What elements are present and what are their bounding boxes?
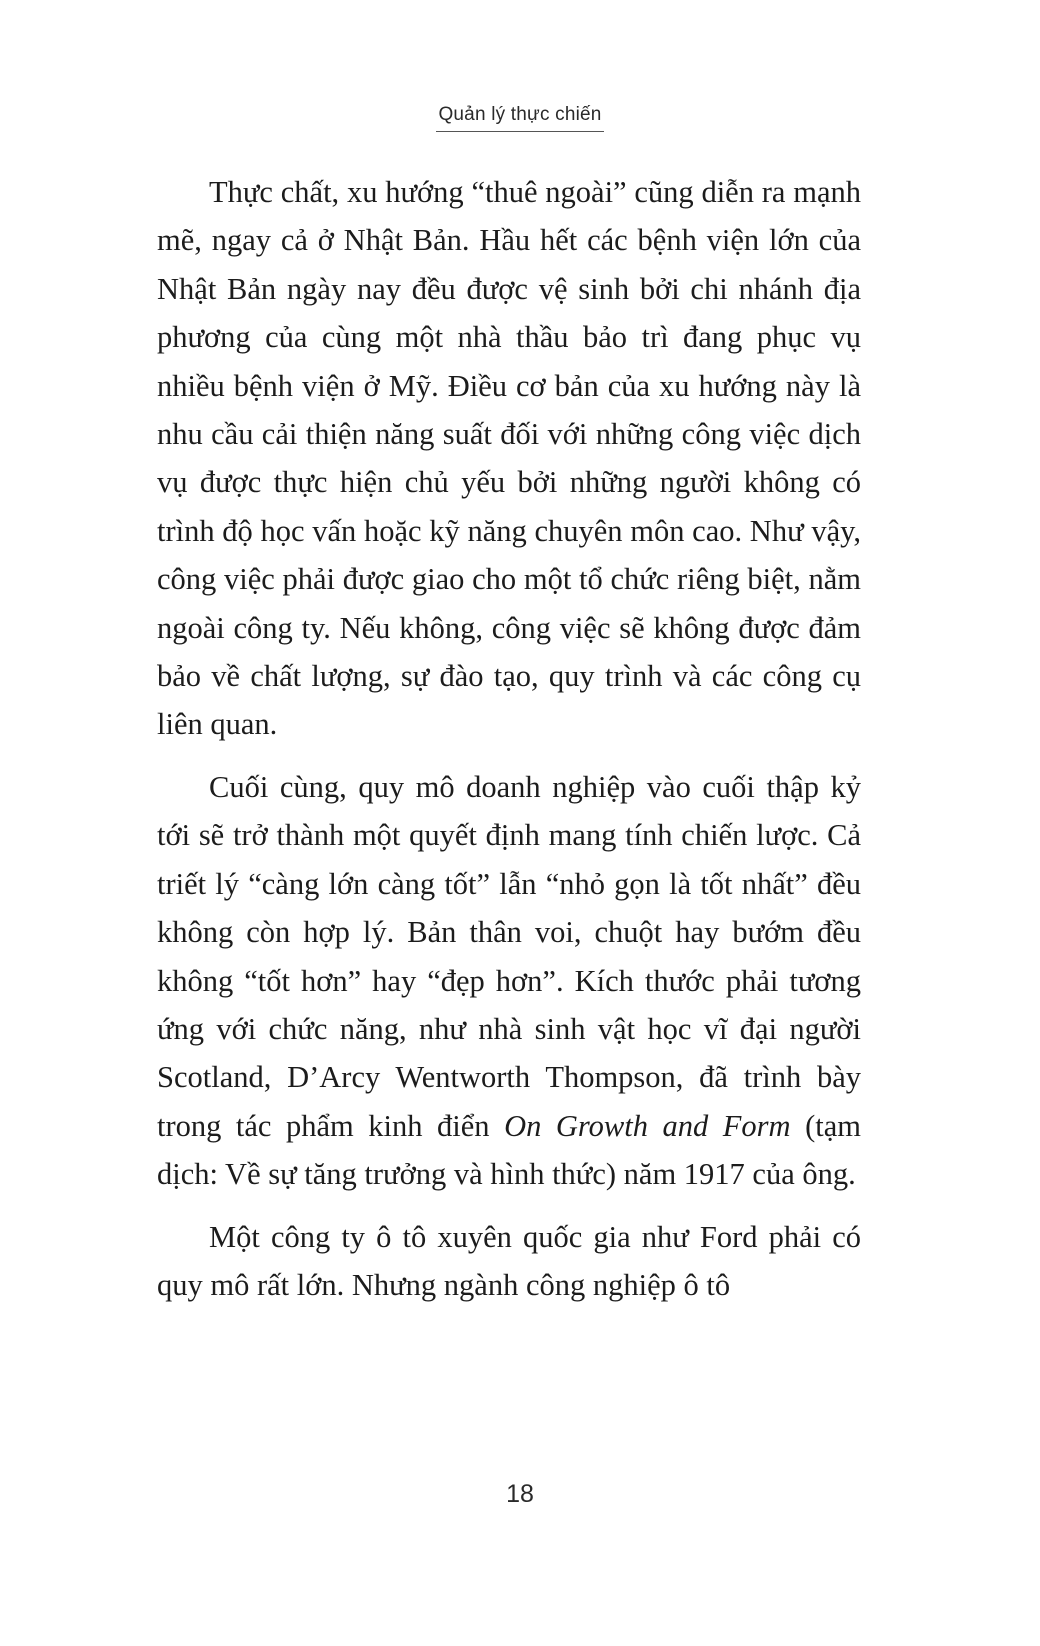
- paragraph-text-after-title: (tạm dịch: Về sự tăng trưởng và hình thức) năm 1917 của ông.: [157, 1108, 861, 1192]
- body-text: [157, 168, 861, 1323]
- running-header: [0, 104, 1040, 132]
- paragraph-text-before-title: Cuối cùng, quy mô doanh nghiệp vào cuối thập kỷ tới sẽ trở thành một quyết định mang tính chiến lược. Cả triết lý “càng lớn càng tốt” lẫn “nhỏ gọn là tốt nhất” đều không còn hợp lý. Bản thân voi, chuột hay bướm đều không “tốt hơn” hay “đẹp hơn”. Kích thước phải tương ứng với chức năng, như nhà sinh vật học vĩ đại người Scotland, D’Arcy Wentworth Thompson, đã trình bày trong tác phẩm kinh điển: [157, 769, 861, 1143]
- running-title: Quản lý thực chiến: [436, 104, 603, 132]
- paragraph-outsourcing: Thực chất, xu hướng “thuê ngoài” cũng diễn ra mạnh mẽ, ngay cả ở Nhật Bản. Hầu hết các bệnh viện lớn của Nhật Bản ngày nay đều được vệ sinh bởi chi nhánh địa phương của cùng một nhà thầu bảo trì đang phục vụ nhiều bệnh viện ở Mỹ. Điều cơ bản của xu hướng này là nhu cầu cải thiện năng suất đối với những công việc dịch vụ được thực hiện chủ yếu bởi những người không có trình độ học vấn hoặc kỹ năng chuyên môn cao. Như vậy, công việc phải được giao cho một tổ chức riêng biệt, nằm ngoài công ty. Nếu không, công việc sẽ không được đảm bảo về chất lượng, sự đào tạo, quy trình và các công cụ liên quan.: [157, 175, 861, 742]
- paragraph-company-size: [157, 763, 861, 1199]
- page-number: 18: [506, 1480, 534, 1508]
- paragraph-ford: Một công ty ô tô xuyên quốc gia như Ford phải có quy mô rất lớn. Nhưng ngành công nghiệp ô tô: [157, 1219, 861, 1302]
- book-title-italic: On Growth and Form: [504, 1108, 791, 1143]
